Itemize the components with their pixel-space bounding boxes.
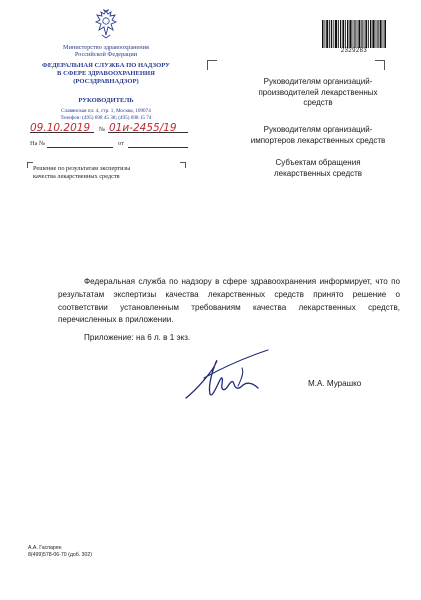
barcode <box>322 20 386 48</box>
subject-bracket-right <box>180 162 186 168</box>
executor-name: А.А. Гаспарян <box>28 545 62 551</box>
addressee-corner-right <box>375 60 385 70</box>
number-label: № <box>99 126 106 133</box>
barcode-number: 2329283 <box>340 48 368 54</box>
executor-phone: 8(499)578-06-70 (доб. 302) <box>28 552 92 559</box>
letter-subject: Решение по результатам экспертизы качества лекарственных средств <box>33 165 131 181</box>
attachment-note: Приложение: на 6 л. в 1 экз. <box>84 333 191 342</box>
addressee-corner-left <box>207 60 217 70</box>
ministry-name: Министерство здравоохранения Российской Федерации <box>63 44 149 59</box>
handwritten-signature <box>178 348 274 408</box>
agency-name: ФЕДЕРАЛЬНАЯ СЛУЖБА ПО НАДЗОРУ В СФЕРЕ ЗДРАВООХРАНЕНИЯ (РОСЗДРАВНАДЗОР) <box>42 62 170 85</box>
letter-body: Федеральная служба по надзору в сфере здравоохранения информирует, что по результатам экспертизы качества лекарственных средств принято решение о соответствии установленным требованиям качества лекарственных средств, перечисленных в приложении. <box>58 277 400 325</box>
agency-address: Славянская пл. 4, стр. 1, Москва, 109074 Телефон: (495) 698 45 38; (495) 698 15 74 <box>60 108 152 121</box>
addressee-importers: Руководителям организаций- импортеров лекарственных средств <box>250 125 386 145</box>
na-underline <box>47 147 113 148</box>
reference-line <box>30 140 190 150</box>
ot-underline <box>128 147 188 148</box>
executor-info <box>28 545 92 559</box>
addressee-manufacturers: Руководителям организаций- производителей лекарственных средств <box>258 77 378 108</box>
registration-line <box>22 122 192 134</box>
role-title: РУКОВОДИТЕЛЬ <box>78 97 134 104</box>
signer-name: М.А. Мурашко <box>308 379 362 388</box>
coat-of-arms-icon <box>93 8 119 40</box>
ot-label: от <box>118 140 124 147</box>
registration-number: 01и-2455/19 <box>109 122 177 134</box>
addressee-subjects: Субъектам обращения лекарственных средств <box>273 158 363 178</box>
registration-date: 09.10.2019 <box>30 122 91 134</box>
na-label: На № <box>30 140 46 147</box>
